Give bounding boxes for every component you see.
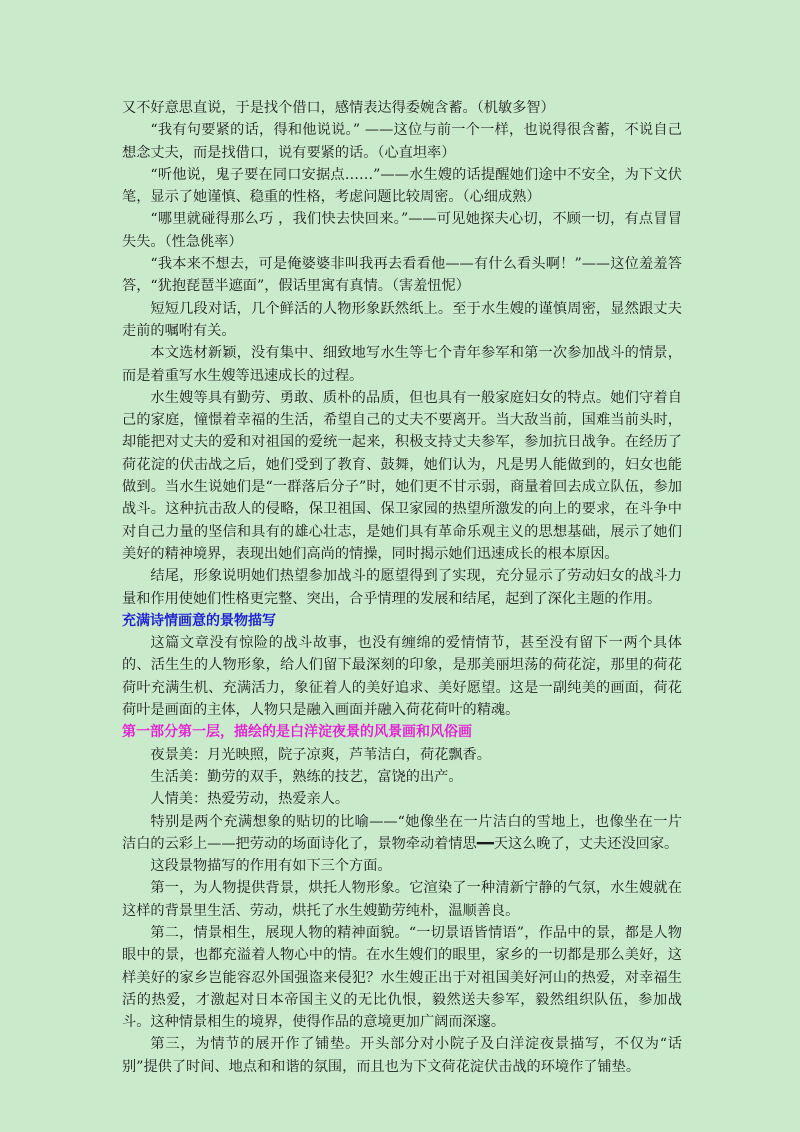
paragraph: 短短几段对话，几个鲜活的人物形象跃然纸上。至于水生嫂的谨慎周密，显然跟丈夫走前的嘱咐有关。 bbox=[122, 300, 682, 339]
paragraph: 水生嫂等具有勤劳、勇敢、质朴的品质，但也具有一般家庭妇女的特点。她们守着自己的家庭，憧憬着幸福的生活，希望自己的丈夫不要离开。当大敌当前，国难当前头时，却能把对丈夫的爱和对祖国的爱统一起来，积极支持丈夫参军，参加抗日战争。在经历了荷花淀的伏击战之后，她们受到了教育、鼓舞，她们认为，凡是男人能做到的，妇女也能做到。当水生说她们是“一群落后分子”时，她们更不甘示弱，商量着回去成立队伍，参加战斗。这种抗击敌人的侵略，保卫祖国、保卫家园的热望所激发的向上的要求，在斗争中对自己力量的坚信和具有的雄心壮志，是她们具有革命乐观主义的思想基础，展示了她们美好的精神境界，表现出她们高尚的情操，同时揭示她们迅速成长的根本原因。 bbox=[122, 389, 682, 562]
paragraph: 本文选材新颖，没有集中、细致地写水生等七个青年参军和第一次参加战斗的情景，而是着重写水生嫂等迅速成长的过程。 bbox=[122, 345, 682, 384]
paragraph: “我有句要紧的话，得和他说说。” ——这位与前一个一样，也说得很含蓄，不说自己想念丈夫，而是找借口，说有要紧的话。（心直坦率） bbox=[122, 122, 682, 161]
paragraph: “哪里就碰得那么巧 ，我们快去快回来。”——可见她探夫心切，不顾一切，有点冒冒失失。（性急佻率） bbox=[122, 211, 682, 250]
paragraph: 第一，为人物提供背景，烘托人物形象。它渲染了一种清新宁静的气氛，水生嫂就在这样的背景里生活、劳动，烘托了水生嫂勤劳纯朴，温顺善良。 bbox=[122, 880, 682, 919]
paragraph: “听他说，鬼子要在同口安据点……”——水生嫂的话提醒她们途中不安全，为下文伏笔，显示了她谨慎、稳重的性格，考虑问题比较周密。（心细成熟） bbox=[122, 166, 682, 206]
paragraph: 人情美：热爱劳动，热爱亲人。 bbox=[150, 791, 350, 808]
paragraph: 这段景物描写的作用有如下三个方面。 bbox=[150, 858, 392, 875]
paragraph: 又不好意思直说，于是找个借口，感情表达得委婉含蓄。（机敏多智） bbox=[122, 100, 555, 116]
paragraph: 夜景美：月光映照，院子凉爽，芦苇洁白，荷花飘香。 bbox=[150, 746, 491, 763]
paragraph: 生活美：勤劳的双手，熟练的技艺，富饶的出产。 bbox=[150, 768, 463, 785]
paragraph: 这篇文章没有惊险的战斗故事，也没有缠绵的爱情情节，甚至没有留下一两个具体的、活生生的人物形象，给人们留下最深刻的印象，是那美丽坦荡的荷花淀，那里的荷花荷叶充满生机、充满活力，象征着人的美好追求、美好愿望。这是一副纯美的画面，荷花荷叶是画面的主体，人物只是融入画面并融入荷花荷叶的精魂。 bbox=[122, 635, 682, 719]
paragraph: 第二，情景相生，展现人物的精神面貌。“一切景语皆情语”，作品中的景，都是人物眼中的景，也都充溢着人物心中的情。在水生嫂们的眼里，家乡的一切都是那么美好，这样美好的家乡岂能容忍外国强盗来侵犯？水生嫂正出于对祖国美好河山的热爱，对幸福生活的热爱，才激起对日本帝国主义的无比仇恨，毅然送夫参军，毅然组织队伍，参加战斗。这种情景相生的境界，使得作品的意境更加广阔而深邃。 bbox=[122, 924, 682, 1031]
paragraph: “我本来不想去，可是俺婆婆非叫我再去看看他——有什么看头啊！”——这位羞羞答答，“犹抱琵琶半遮面”，假话里寓有真情。（害羞忸怩） bbox=[122, 256, 682, 295]
section-heading: 充满诗情画意的景物描写 bbox=[122, 612, 276, 629]
subsection-heading: 第一部分第一层，描绘的是白洋淀夜景的风景画和风俗画 bbox=[122, 724, 472, 741]
paragraph: 特别是两个充满想象的贴切的比喻——“她像坐在一片洁白的雪地上，也像坐在一片洁白的云彩上——把劳动的场面诗化了，景物牵动着情思━━天这么晚了，丈夫还没回家。 bbox=[122, 813, 682, 852]
paragraph: 结尾，形象说明她们热望参加战斗的愿望得到了实现，充分显示了劳动妇女的战斗力量和作用使她们性格更完整、突出，合乎情理的发展和结尾，起到了深化主题的作用。 bbox=[122, 568, 682, 607]
paragraph: 第三，为情节的展开作了铺垫。开头部分对小院子及白洋淀夜景描写，不仅为“话别”提供了时间、地点和和谐的氛围，而且也为下文荷花淀伏击战的环境作了铺垫。 bbox=[122, 1036, 682, 1075]
